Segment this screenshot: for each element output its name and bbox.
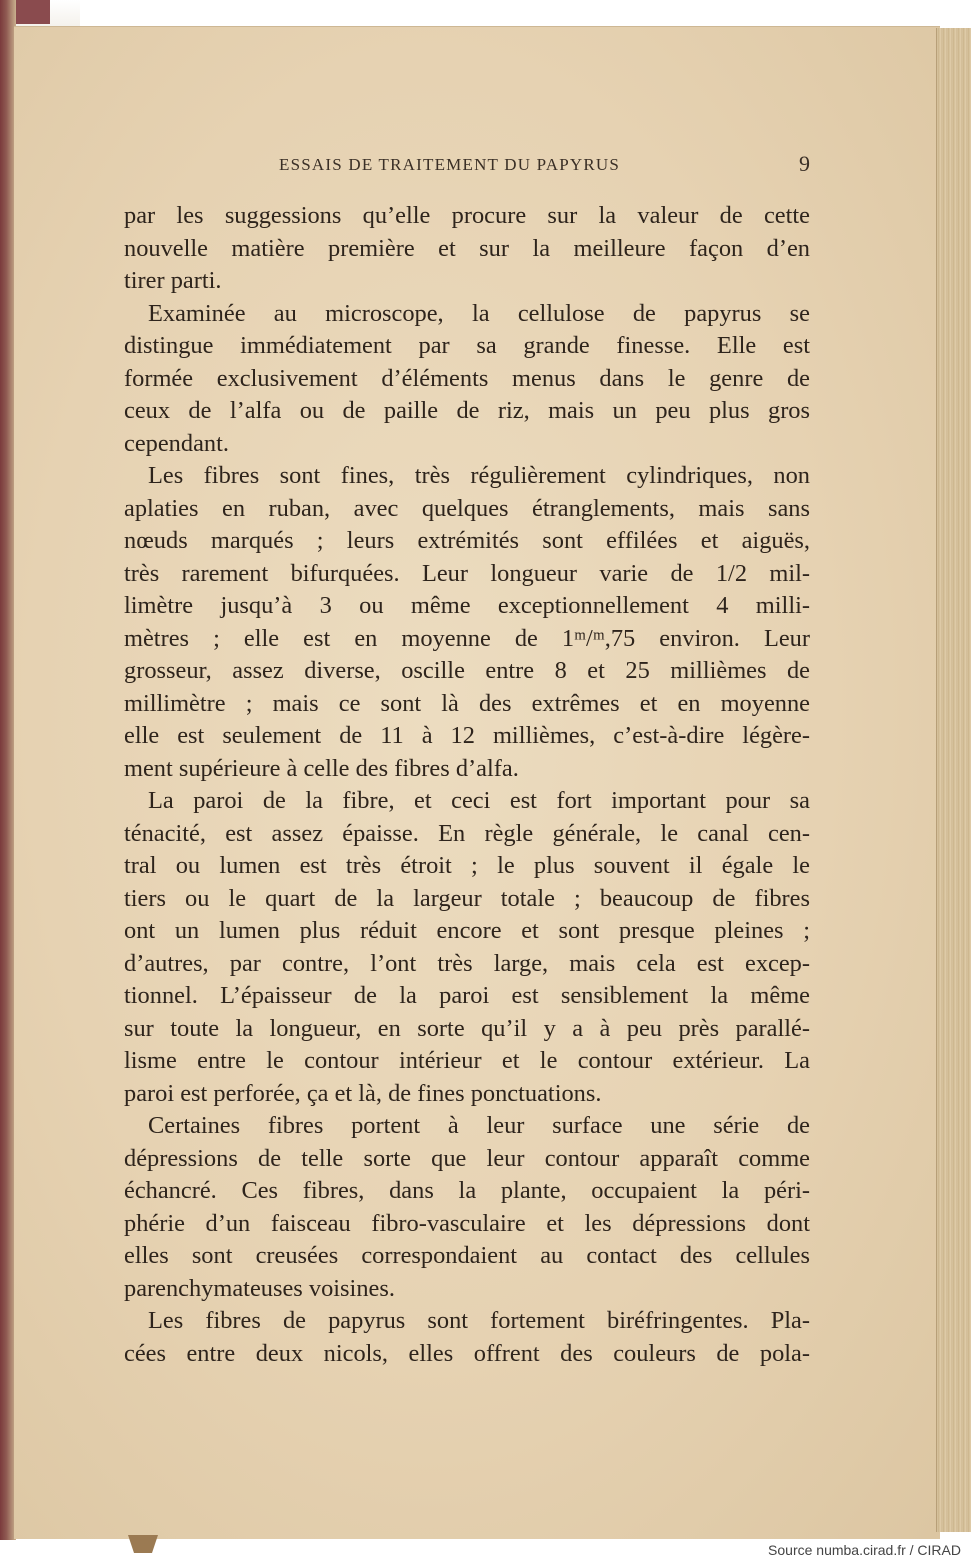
text-line: très rarement bifurquées. Leur longueur varie de 1/2 mil-: [124, 559, 810, 587]
text-line: paroi est perforée, ça et là, de fines ponctuations.: [124, 1079, 602, 1107]
text-line: cées entre deux nicols, elles offrent des couleurs de pola-: [124, 1339, 810, 1367]
text-line: limètre jusqu’à 3 ou même exceptionnellement 4 milli-: [124, 592, 810, 619]
text-line: La paroi de la fibre, et ceci est fort important pour sa: [148, 787, 810, 814]
text-line: aplaties en ruban, avec quelques étranglements, mais sans: [124, 494, 810, 522]
page-number: 9: [799, 151, 810, 176]
text-line: tral ou lumen est très étroit ; le plus souvent il égale le: [124, 852, 810, 879]
text-line: ceux de l’alfa ou de paille de riz, mais un peu plus gros: [124, 397, 810, 424]
text-line: tionnel. L’épaisseur de la paroi est sensiblement la même: [124, 982, 810, 1009]
text-line: tirer parti.: [124, 267, 222, 294]
text-line: phérie d’un faisceau fibro-vasculaire et les dépressions dont: [124, 1209, 810, 1237]
page-header: [124, 151, 810, 179]
text-line: d’autres, par contre, l’ont très large, mais cela est excep-: [124, 949, 810, 977]
text-line: échancré. Ces fibres, dans la plante, occupaient la péri-: [124, 1177, 810, 1204]
body-text: [124, 200, 810, 1370]
text-line: Examinée au microscope, la cellulose de papyrus se: [148, 299, 810, 327]
running-head: ESSAIS DE TRAITEMENT DU PAPYRUS: [279, 155, 621, 174]
text-line: nœuds marqués ; leurs extrémités sont effilées et aiguës,: [124, 527, 810, 554]
text-line: distingue immédiatement par sa grande finesse. Elle est: [124, 332, 810, 359]
text-line: Certaines fibres portent à leur surface une série de: [148, 1112, 810, 1139]
text-line: grosseur, assez diverse, oscille entre 8 et 25 millièmes de: [124, 657, 810, 684]
text-line: elle est seulement de 11 à 12 millièmes, c’est-à-dire légère-: [124, 722, 810, 749]
text-line: lisme entre le contour intérieur et le contour extérieur. La: [124, 1047, 810, 1074]
text-line: mètres ; elle est en moyenne de 1ᵐ/ᵐ,75 environ. Leur: [124, 624, 810, 652]
source-credit: Source numba.cirad.fr / CIRAD: [768, 1542, 961, 1558]
text-line: Les fibres sont fines, très régulièrement cylindriques, non: [148, 462, 810, 489]
text-line: ténacité, est assez épaisse. En règle générale, le canal cen-: [124, 819, 810, 847]
binding-mark: [128, 1535, 158, 1553]
text-line: millimètre ; mais ce sont là des extrêmes et en moyenne: [124, 689, 810, 717]
text-line: sur toute la longueur, en sorte qu’il y a à peu près parallé-: [124, 1014, 810, 1042]
text-line: par les suggessions qu’elle procure sur la valeur de cette: [124, 202, 810, 229]
text-line: Les fibres de papyrus sont fortement biréfringentes. Pla-: [148, 1307, 810, 1334]
page-edges: [936, 28, 971, 1532]
text-line: elles sont creusées correspondaient au contact des cellules: [124, 1242, 810, 1269]
text-line: cependant.: [124, 429, 229, 457]
text-line: formée exclusivement d’éléments menus dans le genre de: [124, 364, 810, 392]
text-line: ont un lumen plus réduit encore et sont presque pleines ;: [124, 917, 810, 944]
text-line: dépressions de telle sorte que leur contour apparaît comme: [124, 1144, 810, 1172]
text-line: ment supérieure à celle des fibres d’alfa.: [124, 754, 519, 782]
text-line: nouvelle matière première et sur la meilleure façon d’en: [124, 234, 810, 262]
text-line: parenchymateuses voisines.: [124, 1274, 395, 1302]
text-line: tiers ou le quart de la largeur totale ; beaucoup de fibres: [124, 884, 810, 912]
